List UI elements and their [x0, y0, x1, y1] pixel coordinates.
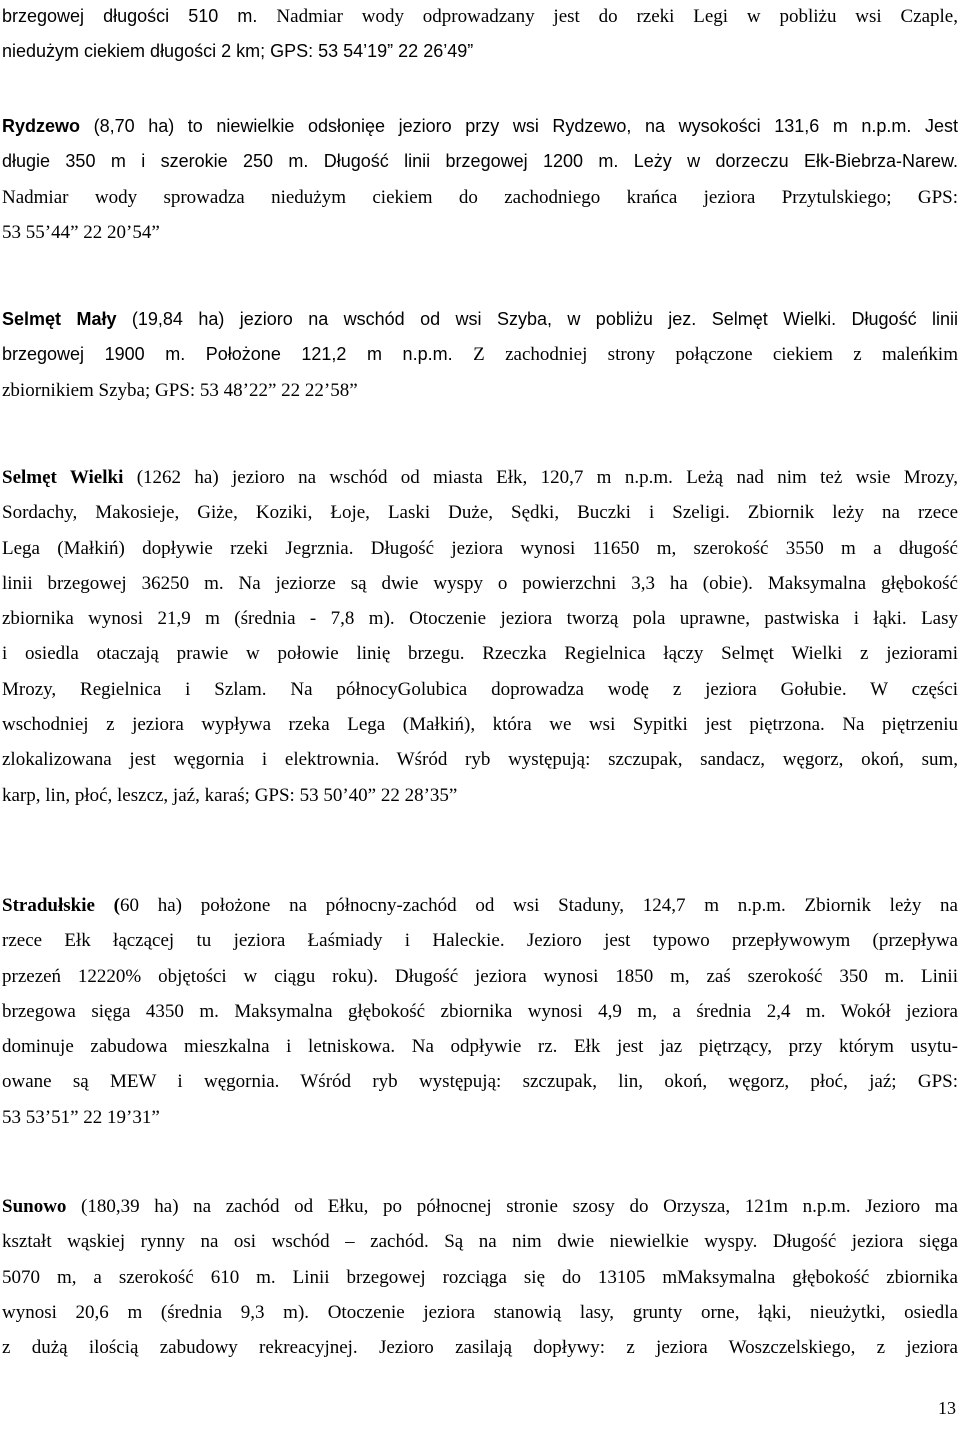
text-segment: 60 ha) położone na północny-zachód od wsi Staduny, 124,7 m n.p.m. Zbiornik leży na [119, 895, 958, 916]
text-line [2, 1330, 958, 1365]
text-segment: (180,39 ha) na zachód od Ełku, po północnej stronie szosy do Orzysza, 121m n.p.m. Jezioro ma [66, 1196, 958, 1217]
gps-text: zbiornikiem Szyba; GPS: 53 48’22” 22 22’58” [2, 379, 358, 401]
text-line [2, 707, 958, 742]
text-segment: 5070 m, a szerokość 610 m. Linii brzegowej rozciąga się do 13105 mMaksymalna głębokość zbiornika [2, 1266, 958, 1288]
text-segment: długie 350 m i szerokie 250 m. Długość linii brzegowej 1200 m. Leży w dorzeczu Ełk-Biebrza-Narew. [2, 151, 958, 172]
text-segment: brzegowej długości 510 m. [2, 6, 277, 26]
text-line [2, 215, 958, 250]
paragraph-selmet-wielki [2, 460, 958, 813]
text-line [2, 109, 958, 144]
text-line [2, 0, 958, 34]
text-segment: kształt wąskiej rynny na osi wschód – zachód. Są na nim dwie niewielkie wyspy. Długość jeziora sięga [2, 1231, 958, 1253]
text-segment: Nadmiar wody odprowadzany jest do rzeki Legi w pobliżu wsi Czaple, [276, 6, 958, 27]
text-line [2, 373, 958, 408]
text-segment: Mrozy, Regielnica i Szlam. Na północyGolubica doprowadza wodę z jeziora Gołubie. W części [2, 678, 958, 700]
text-line [2, 1260, 958, 1295]
text-segment: zlokalizowana jest węgornia i elektrownia. Wśród ryb występują: szczupak, sandacz, węgorz, okoń, sum, [2, 749, 958, 771]
text-segment: i osiedla otaczają prawie w połowie linię brzegu. Rzeczka Regielnica łączy Selmęt Wielki z jeziorami [2, 643, 958, 665]
gps-text: niedużym ciekiem długości 2 km; GPS: 53 54’19” 22 26’49” [2, 41, 474, 62]
text-segment: owane są MEW i węgornia. Wśród ryb występują: szczupak, lin, okoń, węgorz, płoć, jaź; GPS: [2, 1071, 958, 1093]
lake-name: Rydzewo [2, 116, 81, 136]
text-line [2, 1189, 958, 1224]
text-segment: rzece Ełk łączącej tu jeziora Łaśmiady i Haleckie. Jezioro jest typowo przepływowym (przepływa [2, 930, 958, 952]
text-line [2, 778, 958, 813]
text-line [2, 180, 958, 215]
text-line [2, 923, 958, 958]
text-line [2, 1029, 958, 1064]
text-line [2, 742, 958, 777]
paragraph-intro-continuation [2, 0, 958, 70]
text-line [2, 601, 958, 636]
paragraph-sunowo [2, 1189, 958, 1365]
text-segment: Sordachy, Makosieje, Giże, Koziki, Łoje, Laski Duże, Sędki, Buczki i Szeligi. Zbiornik leży na rzece [2, 502, 958, 524]
paragraph-selmet-maly [2, 302, 958, 408]
text-segment: (1262 ha) jezioro na wschód od miasta Ełk, 120,7 m n.p.m. Leżą nad nim też wsie Mrozy, [123, 467, 958, 488]
gps-text: 53 55’44” 22 20’54” [2, 221, 160, 243]
text-line [2, 34, 958, 69]
text-segment: Nadmiar wody sprowadza niedużym ciekiem do zachodniego krańca jeziora Przytulskiego; GPS: [2, 186, 958, 208]
text-line [2, 1295, 958, 1330]
text-segment: brzegowej 1900 m. Położone 121,2 m n.p.m. [2, 344, 474, 365]
text-line [2, 959, 958, 994]
text-line [2, 888, 958, 923]
text-segment: (8,70 ha) to niewielkie odsłonięe jezioro przy wsi Rydzewo, na wysokości 131,6 m n.p.m. Jest [80, 116, 958, 136]
text-segment: Lega (Małkiń) dopływie rzeki Jegrznia. Długość jeziora wynosi 11650 m, szerokość 3550 m a długość [2, 537, 958, 559]
gps-text: karp, lin, płoć, leszcz, jaź, karaś; GPS: 53 50’40” 22 28’35” [2, 784, 458, 806]
page-number: 13 [938, 1398, 956, 1418]
text-segment: zbiornika wynosi 21,9 m (średnia - 7,8 m). Otoczenie jeziora tworzą pola uprawne, pastwiska i łąki. Lasy [2, 608, 958, 630]
text-line [2, 1064, 958, 1099]
text-segment: wynosi 20,6 m (średnia 9,3 m). Otoczenie jeziora stanowią lasy, grunty orne, łąki, nieużytki, osiedla [2, 1301, 958, 1323]
text-line [2, 1100, 958, 1135]
text-segment: brzegowa sięga 4350 m. Maksymalna głębokość zbiornika wynosi 4,9 m, a średnia 2,4 m. Wokół jeziora [2, 1000, 958, 1022]
paragraph-rydzewo [2, 109, 958, 250]
text-segment: Z zachodniej strony połączone ciekiem z maleńkim [473, 344, 958, 366]
text-line [2, 144, 958, 179]
lake-name: Sunowo [2, 1196, 67, 1217]
lake-name: Stradułskie ( [2, 895, 120, 916]
text-line [2, 531, 958, 566]
lake-name: Selmęt Mały [2, 309, 117, 329]
text-segment: przezeń 12220% objętości w ciągu roku). Długość jeziora wynosi 1850 m, zaś szerokość 350 m. Linii [2, 965, 958, 987]
text-line [2, 337, 958, 372]
lake-name: Selmęt Wielki [2, 467, 124, 488]
text-segment: (19,84 ha) jezioro na wschód od wsi Szyba, w pobliżu jez. Selmęt Wielki. Długość linii [116, 309, 958, 329]
text-line [2, 495, 958, 530]
text-line [2, 566, 958, 601]
text-line [2, 636, 958, 671]
text-line [2, 994, 958, 1029]
text-segment: z dużą ilością zabudowy rekreacyjnej. Jezioro zasilają dopływy: z jeziora Woszczelskiego, z jeziora [2, 1337, 958, 1359]
gps-text: 53 53’51” 22 19’31” [2, 1106, 160, 1128]
text-line [2, 302, 958, 337]
text-line [2, 460, 958, 495]
text-segment: wschodniej z jeziora wypływa rzeka Lega (Małkiń), która we wsi Sypitki jest piętrzona. Na piętrzeniu [2, 714, 958, 736]
paragraph-stradunskie [2, 888, 958, 1135]
text-line [2, 672, 958, 707]
text-segment: dominuje zabudowa mieszkalna i letniskowa. Na odpływie rz. Ełk jest jaz piętrzący, przy którym usytu- [2, 1036, 958, 1058]
text-segment: linii brzegowej 36250 m. Na jeziorze są dwie wyspy o powierzchni 3,3 ha (obie). Maksymalna głębokość [2, 572, 958, 594]
text-line [2, 1224, 958, 1259]
